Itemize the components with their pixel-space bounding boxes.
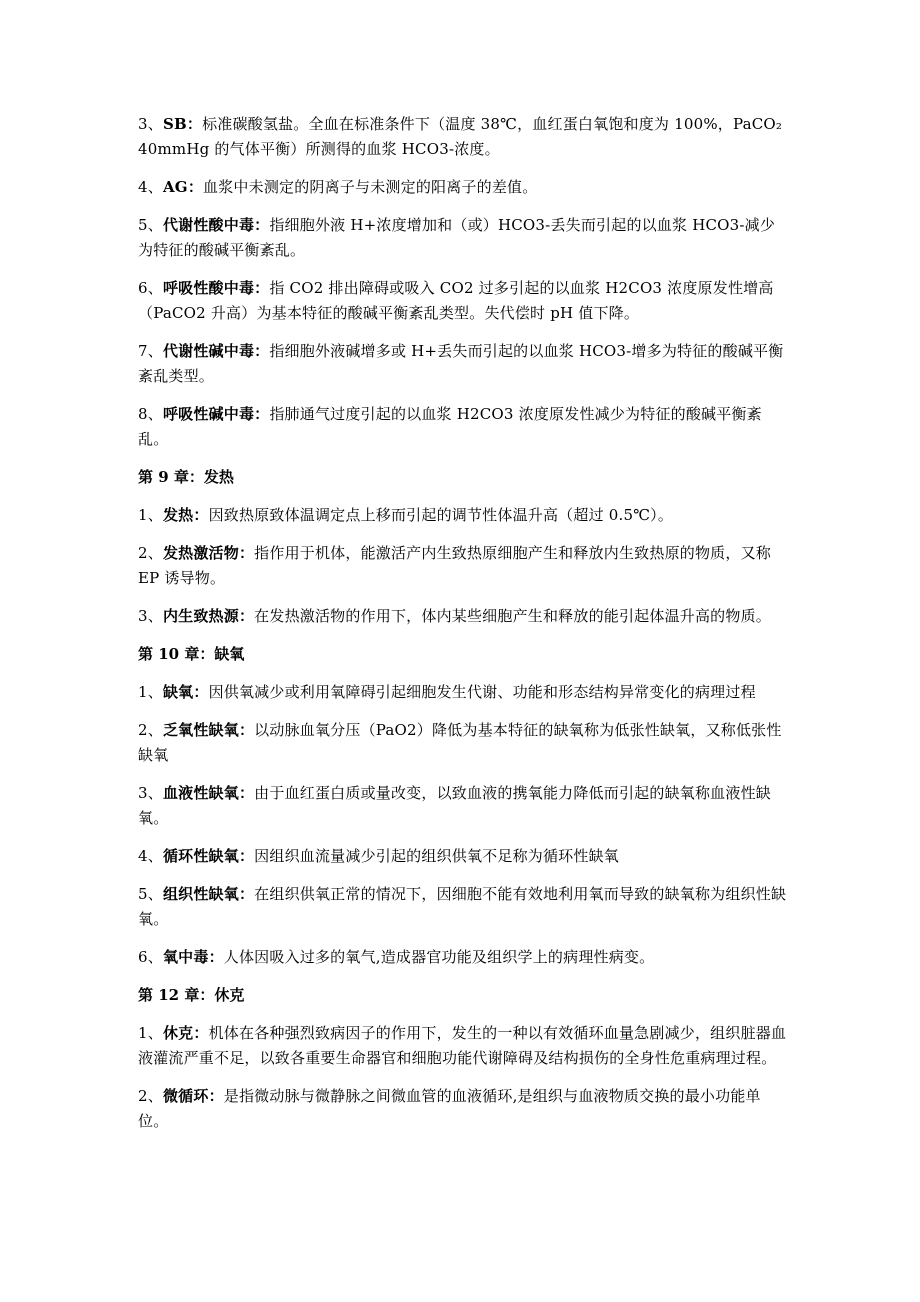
definition-entry	[138, 339, 788, 389]
term-separator: ：	[254, 279, 270, 297]
definition-entry	[138, 945, 788, 970]
entry-number: 3、	[138, 115, 163, 133]
entry-number: 4、	[138, 178, 163, 196]
definition-term	[138, 342, 269, 360]
definition-text: 因组织血流量减少引起的组织供氧不足称为循环性缺氧	[254, 847, 619, 865]
entry-number: 1、	[138, 1024, 163, 1042]
entry-number: 2、	[138, 1087, 163, 1105]
term-label: 乏氧性缺氧	[162, 721, 239, 739]
term-separator: ：	[193, 506, 209, 524]
definition-text: 人体因吸入过多的氧气,造成器官功能及组织学上的病理性病变。	[223, 948, 655, 966]
chapter-heading: 第 9 章：发热	[138, 468, 234, 486]
definition-text: 标准碳酸氢盐。全血在标准条件下（温度 38℃，血红蛋白氧饱和度为 100%，PaCO₂ 40mmHg 的气体平衡）所测得的血浆 HCO3-浓度。	[138, 115, 798, 158]
definition-text: 指作用于机体，能激活产内生致热原细胞产生和释放内生致热原的物质，又称 EP 诱导物。	[138, 544, 771, 587]
term-label: 休克	[162, 1024, 194, 1042]
definition-entry	[138, 541, 788, 591]
document-body	[138, 112, 798, 1134]
entry-number: 5、	[138, 216, 163, 234]
term-separator: ：	[238, 784, 255, 802]
term-label: 氧中毒	[162, 948, 209, 966]
definition-term	[138, 405, 269, 423]
term-label: 呼吸性酸中毒	[162, 279, 255, 297]
definition-term	[138, 721, 254, 739]
definition-entry	[138, 503, 788, 528]
entry-number: 1、	[138, 683, 163, 701]
definition-text: 指细胞外液碱增多或 H+丢失而引起的以血浆 HCO3-增多为特征的酸碱平衡紊乱类型。	[138, 342, 784, 385]
entry-number: 2、	[138, 721, 163, 739]
definition-entry	[138, 781, 788, 831]
term-separator: ：	[193, 683, 209, 701]
term-label: 发热	[162, 506, 194, 524]
definition-text: 是指微动脉与微静脉之间微血管的血液循环,是组织与血液物质交换的最小功能单位。	[138, 1087, 761, 1130]
definition-text: 以动脉血氧分压（PaO2）降低为基本特征的缺氧称为低张性缺氧，又称低张性缺氧	[138, 721, 782, 764]
definition-entry	[138, 213, 788, 263]
definition-term	[138, 1024, 209, 1042]
definition-entry	[138, 112, 798, 162]
definition-entry	[138, 402, 788, 452]
definition-term	[138, 279, 269, 297]
term-separator: ：	[238, 847, 255, 865]
definition-term	[138, 544, 254, 562]
definition-entry	[138, 604, 788, 629]
term-label: 微循环	[162, 1087, 209, 1105]
definition-term	[138, 683, 209, 701]
term-label: AG	[162, 178, 188, 196]
term-label: 内生致热源	[162, 607, 239, 625]
term-label: 循环性缺氧	[162, 847, 239, 865]
term-separator: ：	[187, 178, 204, 196]
term-separator: ：	[186, 115, 203, 133]
definition-term	[138, 784, 254, 802]
term-separator: ：	[238, 607, 255, 625]
definition-entry	[138, 276, 788, 326]
term-separator: ：	[254, 342, 270, 360]
definition-term	[138, 506, 209, 524]
term-label: SB	[162, 115, 187, 133]
term-label: 代谢性酸中毒	[162, 216, 255, 234]
definition-text: 指细胞外液 H+浓度增加和（或）HCO3-丢失而引起的以血浆 HCO3-减少为特征的酸碱平衡紊乱。	[138, 216, 776, 259]
term-separator: ：	[238, 721, 255, 739]
term-label: 血液性缺氧	[162, 784, 239, 802]
definition-text: 指 CO2 排出障碍或吸入 CO2 过多引起的以血浆 H2CO3 浓度原发性增高（PaCO2 升高）为基本特征的酸碱平衡紊乱类型。失代偿时 pH 值下降。	[138, 279, 774, 322]
term-separator: ：	[254, 405, 270, 423]
term-label: 呼吸性碱中毒	[162, 405, 255, 423]
entry-number: 3、	[138, 607, 163, 625]
definition-text: 血浆中未测定的阴离子与未测定的阳离子的差值。	[203, 178, 538, 196]
definition-term	[138, 885, 254, 903]
entry-number: 6、	[138, 948, 163, 966]
definition-term	[138, 948, 224, 966]
term-separator: ：	[208, 948, 224, 966]
definition-term	[138, 216, 269, 234]
entry-number: 4、	[138, 847, 163, 865]
definition-text: 在发热激活物的作用下，体内某些细胞产生和释放的能引起体温升高的物质。	[254, 607, 771, 625]
definition-text: 由于血红蛋白质或量改变，以致血液的携氧能力降低而引起的缺氧称血液性缺氧。	[138, 784, 771, 827]
entry-number: 6、	[138, 279, 163, 297]
entry-number: 7、	[138, 342, 163, 360]
term-label: 代谢性碱中毒	[162, 342, 255, 360]
definition-term	[138, 607, 254, 625]
definition-term	[138, 115, 202, 133]
entry-number: 8、	[138, 405, 163, 423]
definition-text: 因致热原致体温调定点上移而引起的调节性体温升高（超过 0.5℃）。	[208, 506, 674, 524]
chapter-heading: 第 12 章：休克	[138, 986, 245, 1004]
definition-term	[138, 178, 203, 196]
term-separator: ：	[238, 885, 255, 903]
entry-number: 2、	[138, 544, 163, 562]
entry-number: 3、	[138, 784, 163, 802]
definition-entry	[138, 882, 788, 932]
term-label: 缺氧	[162, 683, 194, 701]
definition-entry	[138, 1084, 788, 1134]
term-separator: ：	[208, 1087, 224, 1105]
entry-number: 5、	[138, 885, 163, 903]
definition-text: 指肺通气过度引起的以血浆 H2CO3 浓度原发性减少为特征的酸碱平衡紊乱。	[138, 405, 762, 448]
definition-entry	[138, 1021, 788, 1071]
definition-entry	[138, 718, 788, 768]
chapter-heading: 第 10 章：缺氧	[138, 645, 245, 663]
term-separator: ：	[254, 216, 270, 234]
definition-text: 机体在各种强烈致病因子的作用下，发生的一种以有效循环血量急剧减少，组织脏器血液灌流严重不足，以致各重要生命器官和细胞功能代谢障碍及结构损伤的全身性危重病理过程。	[138, 1024, 787, 1067]
entry-number: 1、	[138, 506, 163, 524]
definition-entry	[138, 175, 788, 200]
document-page	[138, 112, 798, 1147]
definition-entry	[138, 844, 788, 869]
definition-term	[138, 1087, 224, 1105]
term-label: 发热激活物	[162, 544, 239, 562]
term-separator: ：	[193, 1024, 209, 1042]
definition-text: 因供氧减少或利用氧障碍引起细胞发生代谢、功能和形态结构异常变化的病理过程	[208, 683, 756, 701]
term-separator: ：	[238, 544, 255, 562]
definition-text: 在组织供氧正常的情况下，因细胞不能有效地利用氧而导致的缺氧称为组织性缺氧。	[138, 885, 787, 928]
term-label: 组织性缺氧	[162, 885, 239, 903]
definition-entry	[138, 680, 788, 705]
definition-term	[138, 847, 254, 865]
